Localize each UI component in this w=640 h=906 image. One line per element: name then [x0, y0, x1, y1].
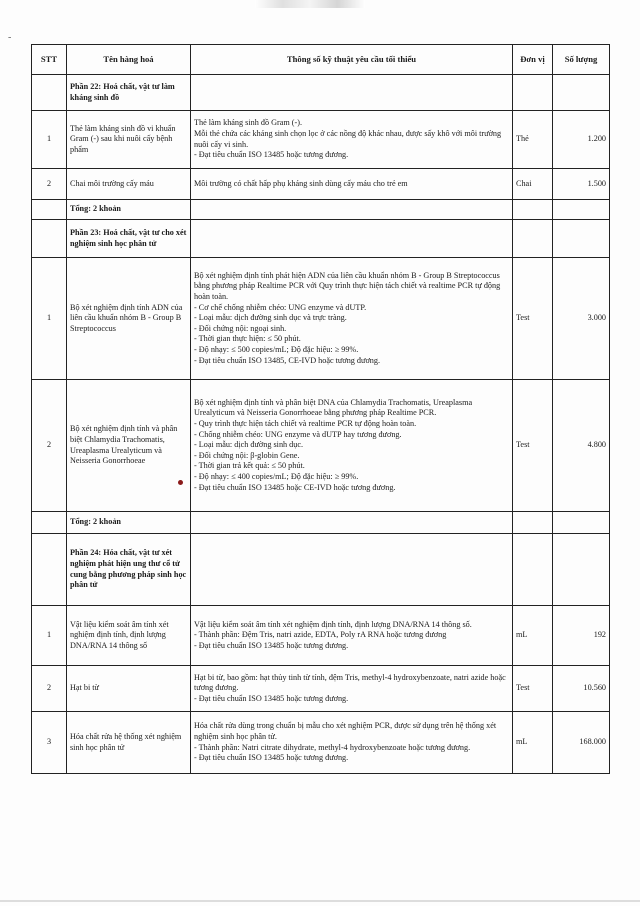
row-unit: Thẻ — [513, 111, 553, 169]
section-title: Phần 23: Hoá chất, vật tư cho xét nghiệm sinh học phân tử — [67, 220, 191, 258]
spec-line: - Đạt tiêu chuẩn ISO 13485 hoặc tương đương. — [194, 753, 349, 763]
spec-line: - Đạt tiêu chuẩn ISO 13485 hoặc CE-IVD hoặc tương đương. — [194, 482, 396, 492]
row-spec — [191, 606, 513, 666]
row-name: Hóa chất rửa hệ thống xét nghiệm sinh học phân tử — [67, 712, 191, 774]
row-qty: 168.000 — [553, 712, 610, 774]
header-row — [32, 45, 610, 75]
row-name: Hạt bi từ — [67, 666, 191, 712]
table-row — [32, 666, 610, 712]
spec-line: - Đối chứng nội: ngoại sinh. — [194, 323, 287, 333]
specification-table — [31, 44, 610, 774]
section-title-row — [32, 75, 610, 111]
spec-line: - Đạt tiêu chuẩn ISO 13485 hoặc tương đương. — [194, 693, 349, 703]
row-stt: 2 — [32, 169, 67, 200]
spec-line: - Thành phần: Đệm Tris, natri azide, EDTA, Poly rA RNA hoặc tương đương — [194, 630, 447, 640]
spec-line: Mỗi thẻ chứa các kháng sinh chọn lọc ở các nồng độ khác nhau, được sấy khô với môi trường nuôi cấy vi sinh. — [194, 128, 502, 149]
header-name: Tên hàng hoá — [67, 45, 191, 75]
row-name: Bộ xét nghiệm định tính và phân biệt Chlamydia Trachomatis, Ureaplasma Urealyticum và Neisseria Gonorrhoeae — [67, 380, 191, 512]
spec-line: - Đạt tiêu chuẩn ISO 13485 hoặc tương đương. — [194, 150, 349, 160]
row-unit: Test — [513, 380, 553, 512]
row-name: Chai môi trường cấy máu — [67, 169, 191, 200]
row-stt: 2 — [32, 666, 67, 712]
header-unit: Đơn vị — [513, 45, 553, 75]
total-row — [32, 512, 610, 534]
spec-line: - Thời gian thực hiện: ≤ 50 phút. — [194, 334, 301, 344]
table-row — [32, 380, 610, 512]
row-spec — [191, 169, 513, 200]
spec-line: - Loại mẫu: dịch đường sinh dục và trực tràng. — [194, 313, 347, 323]
row-qty: 3.000 — [553, 258, 610, 380]
row-spec — [191, 666, 513, 712]
section-title-row — [32, 220, 610, 258]
section-total: Tổng: 2 khoản — [67, 512, 191, 534]
scan-edge — [0, 900, 640, 902]
row-unit: mL — [513, 712, 553, 774]
spec-line: - Quy trình thực hiện tách chiết và realtime PCR tự động hoàn toàn. — [194, 418, 417, 428]
table-row — [32, 169, 610, 200]
section-title: Phần 22: Hoá chất, vật tư làm kháng sinh đồ — [67, 75, 191, 111]
header-spec: Thông số kỹ thuật yêu cầu tối thiểu — [191, 45, 513, 75]
row-name: Bộ xét nghiệm định tính ADN của liên cầu khuẩn nhóm B - Group B Streptococcus — [67, 258, 191, 380]
section-title: Phần 24: Hóa chất, vật tư xét nghiệm phát hiện ung thư cổ tử cung bằng phương pháp sinh học phân tử — [67, 534, 191, 606]
table-row — [32, 111, 610, 169]
row-qty: 4.800 — [553, 380, 610, 512]
spec-line: Hạt bi từ, bao gồm: hạt thủy tinh từ tính, đệm Tris, methyl-4 hydroxybenzoate, natri azide hoặc tương đương. — [194, 672, 506, 693]
row-stt: 1 — [32, 111, 67, 169]
spec-line: - Độ nhạy: ≤ 500 copies/mL; Độ đặc hiệu: ≥ 99%. — [194, 345, 359, 355]
spec-line: - Thành phần: Natri citrate dihydrate, methyl-4 hydroxybenzoate hoặc tương đương. — [194, 742, 471, 752]
header-qty: Số lượng — [553, 45, 610, 75]
row-stt: 1 — [32, 606, 67, 666]
table-row — [32, 606, 610, 666]
spec-line: Môi trường có chất hấp phụ kháng sinh dùng cấy máu cho trẻ em — [194, 178, 408, 188]
spec-line: Vật liệu kiểm soát âm tính xét nghiệm định tính, định lượng DNA/RNA 14 thông số. — [194, 619, 472, 629]
spec-line: Thẻ làm kháng sinh đồ Gram (-). — [194, 118, 303, 128]
header-stt: STT — [32, 45, 67, 75]
total-row — [32, 200, 610, 220]
scan-artifact — [255, 0, 365, 8]
row-name: Vật liệu kiểm soát âm tính xét nghiệm định tính, định lượng DNA/RNA 14 thông số — [67, 606, 191, 666]
spec-line: Bộ xét nghiệm định tính phát hiện ADN của liên cầu khuẩn nhóm B - Group B Streptococcus bằng phương pháp Realtime PCR với Quy trình thực hiện tách chiết và realtime PCR tự động hoàn toàn. — [194, 270, 501, 301]
row-stt: 3 — [32, 712, 67, 774]
row-spec — [191, 380, 513, 512]
table-row — [32, 258, 610, 380]
row-qty: 10.560 — [553, 666, 610, 712]
row-qty: 192 — [553, 606, 610, 666]
row-name: Thẻ làm kháng sinh đồ vi khuẩn Gram (-) sau khi nuôi cấy bệnh phẩm — [67, 111, 191, 169]
row-stt: 1 — [32, 258, 67, 380]
row-unit: Test — [513, 258, 553, 380]
spec-line: - Chống nhiễm chéo: UNG enzyme và dUTP hay tương đương. — [194, 429, 402, 439]
spec-line: - Loại mẫu: dịch đường sinh dục. — [194, 440, 304, 450]
scan-mark: - — [8, 32, 12, 43]
spec-line: - Đối chứng nội: β-globin Gene. — [194, 450, 300, 460]
spec-line: - Thời gian trả kết quả: ≤ 50 phút. — [194, 461, 305, 471]
row-qty: 1.500 — [553, 169, 610, 200]
spec-line: Hóa chất rửa dùng trong chuẩn bị mẫu cho xét nghiệm PCR, được sử dụng trên hệ thống xét nghiệm sinh học phân tử. — [194, 721, 497, 741]
ink-dot — [178, 480, 183, 485]
section-title-row — [32, 534, 610, 606]
spec-line: - Độ nhạy: ≤ 400 copies/mL; Độ đặc hiệu: ≥ 99%. — [194, 472, 359, 482]
spec-line: Bộ xét nghiệm định tính và phân biệt DNA của Chlamydia Trachomatis, Ureaplasma Urealyticum và Neisseria Gonorrhoeae bằng phương pháp Realtime PCR. — [194, 397, 473, 418]
row-stt: 2 — [32, 380, 67, 512]
section-total: Tổng: 2 khoản — [67, 200, 191, 220]
row-unit: Test — [513, 666, 553, 712]
table-row — [32, 712, 610, 774]
spec-line: - Đạt tiêu chuẩn ISO 13485, CE-IVD hoặc tương đương. — [194, 355, 381, 365]
row-spec — [191, 712, 513, 774]
row-unit: mL — [513, 606, 553, 666]
spec-line: - Đạt tiêu chuẩn ISO 13485 hoặc tương đương. — [194, 640, 349, 650]
row-unit: Chai — [513, 169, 553, 200]
spec-line: - Cơ chế chống nhiễm chéo: UNG enzyme và dUTP. — [194, 302, 367, 312]
row-qty: 1.200 — [553, 111, 610, 169]
row-spec — [191, 111, 513, 169]
row-spec — [191, 258, 513, 380]
